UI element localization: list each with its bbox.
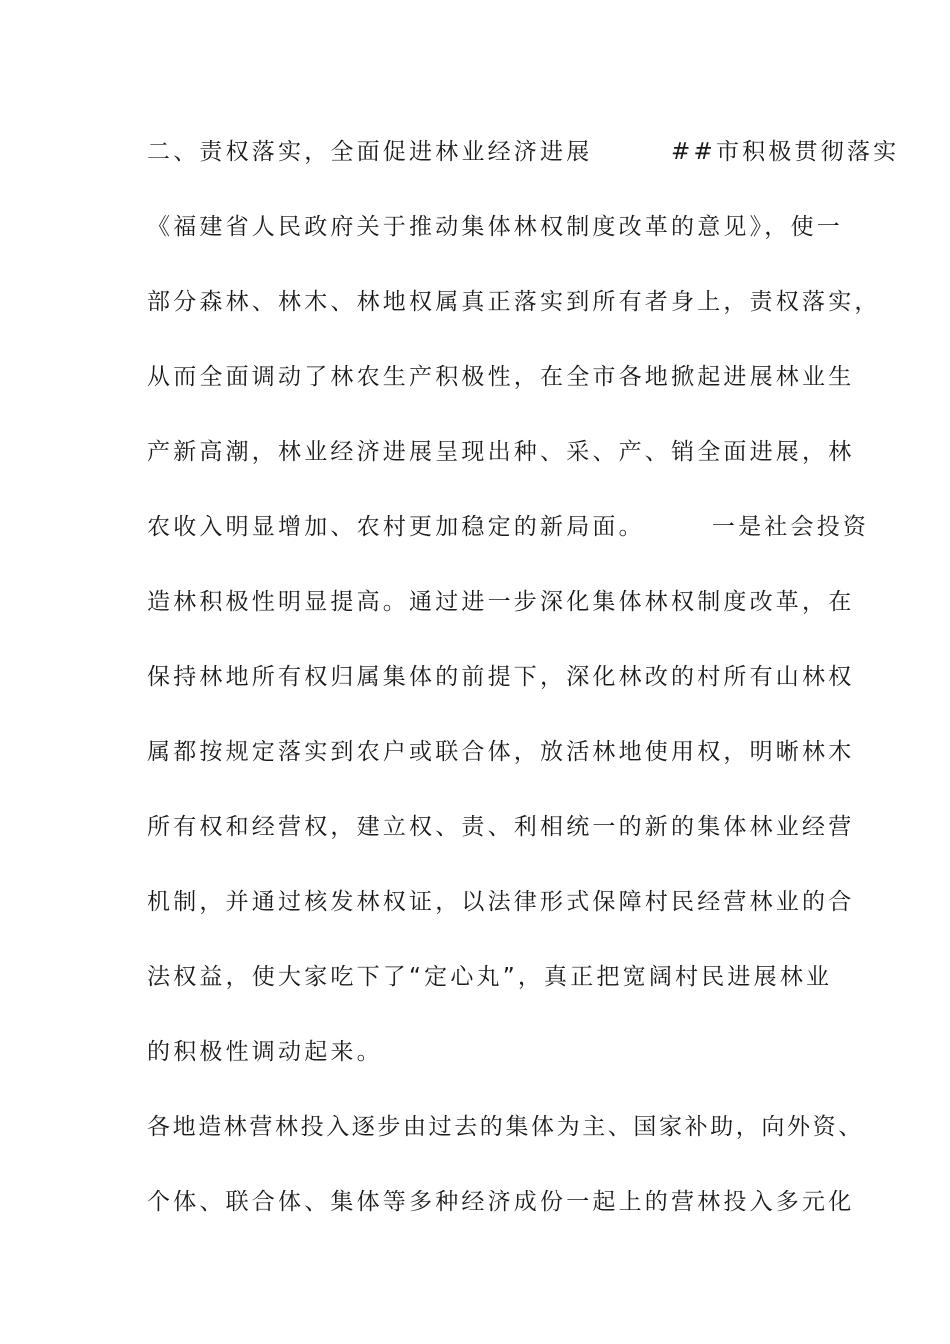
paragraph-line: 保持林地所有权归属集体的前提下，深化林改的村所有山林权 — [147, 664, 855, 690]
paragraph-line: 二、责权落实，全面促进林业经济进展 ##市积极贯彻落实 — [147, 139, 900, 165]
paragraph-line: 机制，并通过核发林权证，以法律形式保障村民经营林业的合 — [147, 889, 855, 915]
paragraph-line: 从而全面调动了林农生产积极性，在全市各地掀起进展林业生 — [147, 364, 855, 390]
paragraph-line: 造林积极性明显提高。通过进一步深化集体林权制度改革，在 — [147, 589, 855, 615]
paragraph-line: 个体、联合体、集体等多种经济成份一起上的营林投入多元化 — [147, 1189, 855, 1215]
paragraph-line: 法权益，使大家吃下了“定心丸”，真正把宽阔村民进展林业 — [147, 964, 833, 990]
paragraph-line: 农收入明显增加、农村更加稳定的新局面。 一是社会投资 — [147, 514, 870, 540]
paragraph-line: 属都按规定落实到农户或联合体，放活林地使用权，明晰林木 — [147, 739, 855, 765]
paragraph-line: 产新高潮，林业经济进展呈现出种、采、产、销全面进展，林 — [147, 439, 855, 465]
paragraph-line: 《福建省人民政府关于推动集体林权制度改革的意见》，使一 — [147, 214, 843, 240]
paragraph-line: 的积极性调动起来。 — [147, 1039, 383, 1065]
paragraph-line: 所有权和经营权，建立权、责、利相统一的新的集体林业经营 — [147, 814, 855, 840]
paragraph-line: 各地造林营林投入逐步由过去的集体为主、国家补助，向外资、 — [147, 1114, 864, 1140]
paragraph-line: 部分森林、林木、林地权属真正落实到所有者身上，责权落实， — [147, 289, 881, 315]
